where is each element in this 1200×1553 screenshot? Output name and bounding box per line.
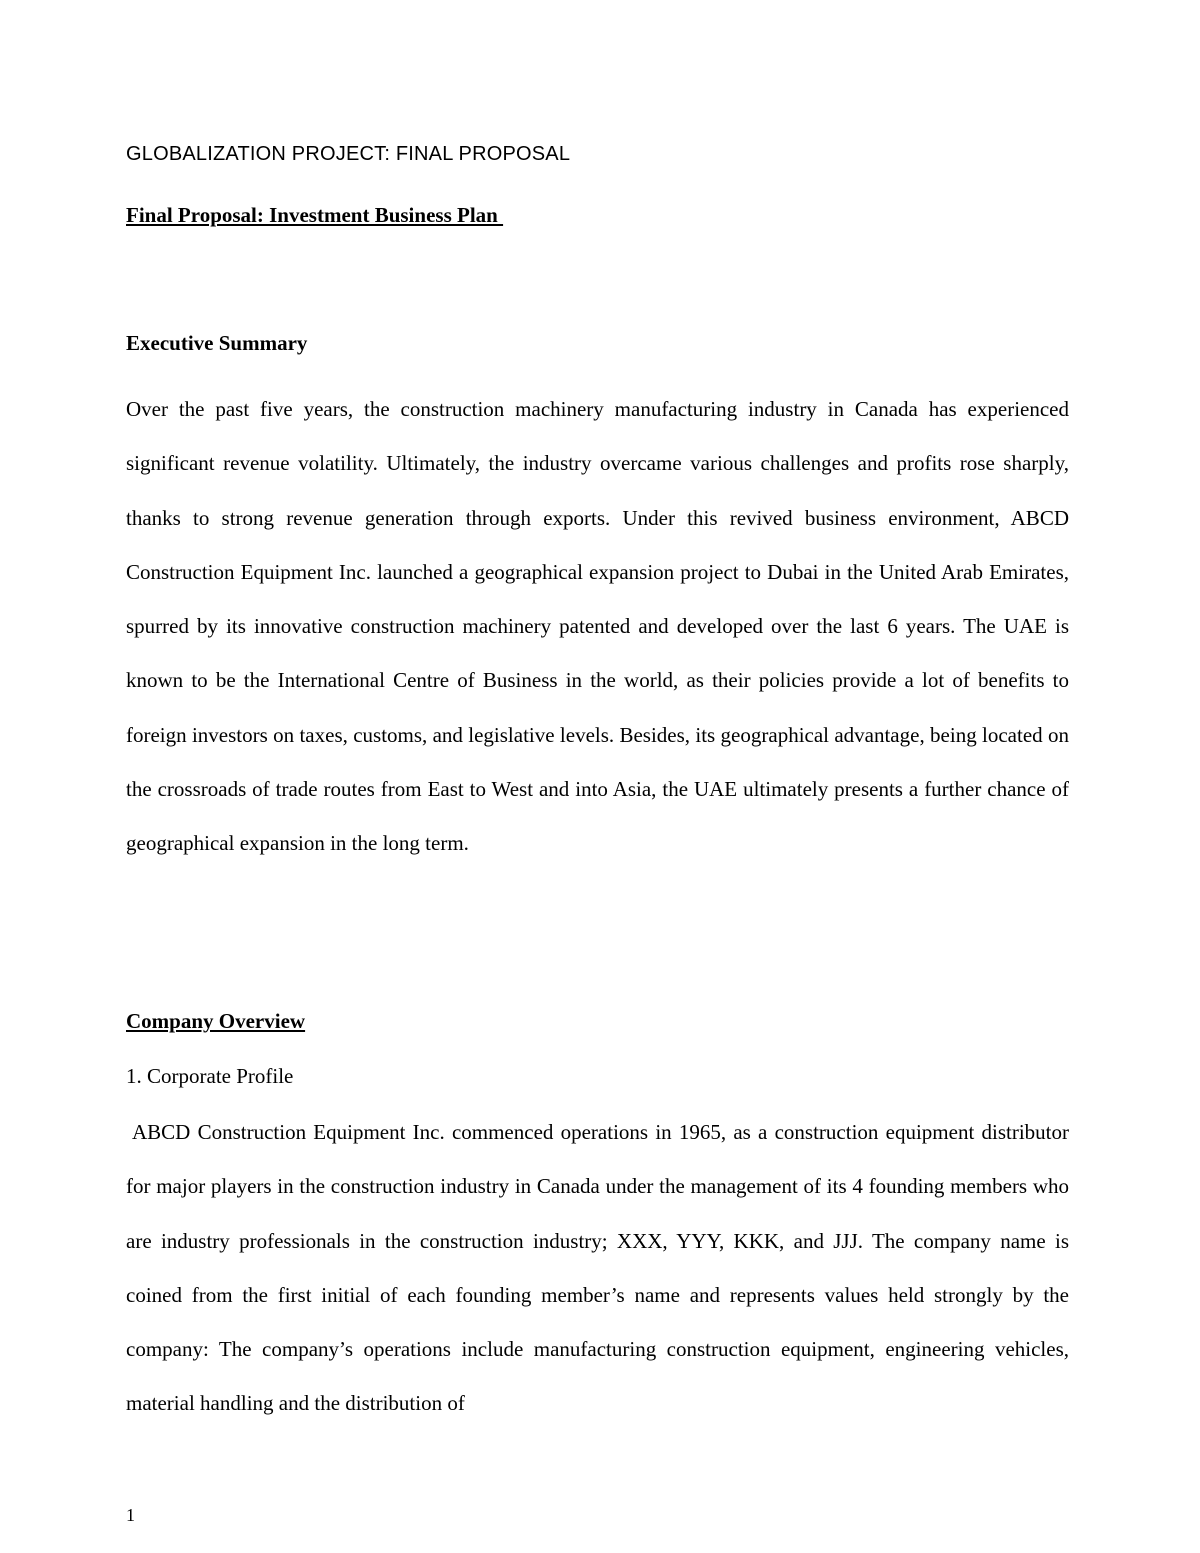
corporate-profile-paragraph: ABCD Construction Equipment Inc. commenced operations in 1965, as a construction equipment distributor for major players in the construction industry in Canada under the management of its 4 founding members who are industry professionals in the construction industry; XXX, YYY, KKK, and JJJ. The company name is coined from the first initial of each founding member’s name and represents values held strongly by the company: The company’s operations include manufacturing construction equipment, engineering vehicles, material handling and the distribution of [126,1120,1069,1416]
executive-summary-heading: Executive Summary [126,331,308,355]
running-head: GLOBALIZATION PROJECT: FINAL PROPOSAL [126,143,571,165]
company-overview-heading: Company Overview [126,1009,306,1033]
page-number: 1 [126,1505,135,1525]
executive-summary-paragraph: Over the past five years, the construction machinery manufacturing industry in Canada has experienced significant revenue volatility. Ultimately, the industry overcame various challenges and profits rose sharply, thanks to strong revenue generation through exports. Under this revived business environment, ABCD Construction Equipment Inc. launched a geographical expansion project to Dubai in the United Arab Emirates, spurred by its innovative construction machinery patented and developed over the last 6 years. The UAE is known to be the International Centre of Business in the world, as their policies provide a lot of benefits to foreign investors on taxes, customs, and legislative levels. Besides, its geographical advantage, being located on the crossroads of trade routes from East to West and into Asia, the UAE ultimately presents a further chance of geographical expansion in the long term. [126,397,1069,856]
corporate-profile-subheading: 1. Corporate Profile [126,1064,294,1088]
document-title: Final Proposal: Investment Business Plan [126,203,504,227]
